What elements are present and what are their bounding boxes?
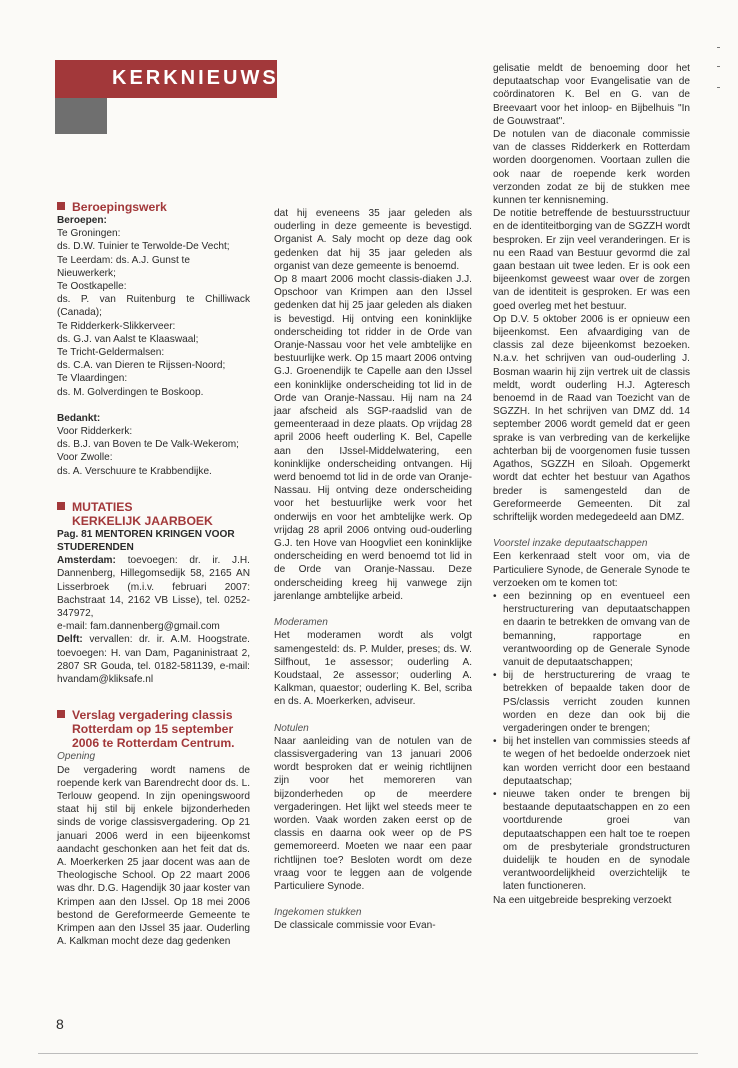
column-right — [493, 62, 690, 907]
beroepen-line: ds. D.W. Tuinier te Terwolde-De Vecht; — [57, 241, 230, 253]
square-bullet-icon — [57, 202, 65, 210]
beroepen-line: Te Groningen: — [57, 228, 121, 240]
mutaties-pag: Pag. 81 MENTOREN KRINGEN VOOR STUDERENDEN — [57, 528, 235, 554]
mutaties-email: e-mail: fam.dannenberg@gmail.com — [57, 621, 220, 633]
opening-label: Opening — [57, 751, 96, 763]
notulen-label: Notulen — [274, 722, 309, 734]
paragraph: Op 8 maart 2006 mocht classis-diaken J.J. Opschoor van Krimpen aan den IJssel gedenken dat hij 25 jaar geleden als diaken is bevestigd. Hij ontving een koninklijke onderscheiding tot ridder in de Orde van Oranje-Nassau voor het vele ambtelijke en bestuurlijke werk. Op 15 maart 2006 ontving G.J. Groenendijk te Capelle aan den IJssel een koninklijke onderscheiding tot lid in de Orde van Oranje-Nassau. Hij nam na 24 jaar afscheid als SGP-raadslid van de gemeenteraad in deze plaats. Op vrijdag 28 april 2006 heeft ouderling K. Bel, Capelle aan den IJssel-Middelwatering, een koninklijke onderscheiding ontvangen. Hij werd benoemd tot lid in de orde van Oranje-Nassau. Hij ontving deze onderscheiding voor het bestuurlijke werk voor het onderwijs en voor het ambtelijke werk. Op vrijdag 28 april 2006 ontving oud-ouderling G.J. ten Hove van Hoogvliet een koninklijke onderscheiding en werd benoemd tot lid in de Orde van Oranje-Nassau. Deze onderscheiding kreeg hij vanwege zijn jarenlange ambtelijke arbeid. — [274, 274, 472, 602]
banner-grey-block — [55, 98, 107, 134]
column-middle — [274, 207, 472, 933]
bedankt-line: ds. B.J. van Boven te De Valk-Wekerom; — [57, 439, 239, 451]
beroepen-line: ds. G.J. van Aalst te Klaaswaal; — [57, 333, 199, 345]
ingekomen-label: Ingekomen stukken — [274, 907, 362, 919]
mutaties-delft — [57, 633, 250, 686]
ingekomen-text: De classicale commissie voor Evan- — [274, 920, 436, 932]
margin-mark — [717, 66, 720, 67]
opening-text: De vergadering wordt namens de roepende kerk van Barendrecht door ds. L. Terlouw geopend. In zijn openingswoord staat hij stil bij enkele bijzonderheden sinds de vorige classisvergadering. Op 21 januari 2006 werd in een bijeenkomst aandacht geschonken aan het feit dat ds. A. Moerkerken 25 jaar docent was aan de Theologische School. Op 22 maart 2006 was dhr. D.G. Hagendijk 30 jaar koster van Krimpen aan den IJssel. Op 18 mei 2006 bestond de Gereformeerde Gemeente te Krimpen aan den IJssel 35 jaar. Ouderling A. Kalkman mocht deze dag gedenken — [57, 764, 250, 948]
beroepen-line: Te Oostkapelle: — [57, 281, 127, 293]
beroepen-line: Te Leerdam: ds. A.J. Gunst te Nieuwerkerk; — [57, 254, 190, 279]
closing-text: Na een uitgebreide bespreking verzoekt — [493, 894, 672, 906]
banner-title: KERKNIEUWS — [112, 67, 279, 89]
beroepen-label: Beroepen: — [57, 215, 107, 226]
mutaties-title-line2: KERKELIJK JAARBOEK — [72, 513, 213, 528]
amsterdam-text: toevoegen: dr. ir. J.H. Dannenberg, Hillegomsedijk 58, 2165 AN Lisserbroek (m.i.v. februari 2007: Bachstraat 14, 2162 VB Lisse), tel. 0252-347972, — [57, 555, 250, 620]
paragraph: gelisatie meldt de benoeming door het deputaatschap voor Evangelisatie van de coördinatoren K. Bel en G. van de Breevaart voor het inloop- en Bijbelhuis "In de Gouwstraat". — [493, 63, 690, 127]
moderamen-text: Het moderamen wordt als volgt samengesteld: ds. P. Mulder, preses; ds. W. Silfhout, 1e assessor; ouderling A. Koudstaal, 2e assessor; ouderling A. Kalkman, quaestor; ouderling K. Bel, scriba en ds. A. Moerkerken, adviseur. — [274, 630, 472, 708]
bedankt-line: Voor Ridderkerk: — [57, 426, 133, 438]
beroepen-line: Te Ridderkerk-Slikkerveer: — [57, 320, 176, 332]
paragraph: Op D.V. 5 oktober 2006 is er opnieuw een bijeenkomst. Een afvaardiging van de classis zal deze bijeenkomst bezoeken. N.a.v. het schrijven van oud-ouderling J. Bosman waarin hij zijn vertrek uit de classis meldt, wordt ouderling H.J. Agteresch benoemd in de Raad van Toezicht van de SGZZH. In het schrijven van DMZ dd. 14 september 2006 wordt gemeld dat er geen sprake is van verbreding van de kerkelijke achterban bij de voorgenomen fusie tussen Agathos, SGZZH en Siloah. Opgemerkt wordt dat echter het bestuur van Agathos breder is samengesteld dan de Gereformeerde Gemeenten. Dit zal schriftelijk worden medegedeeld aan DMZ. — [493, 313, 690, 523]
page-bottom-edge — [38, 1053, 698, 1054]
bedankt-line: ds. A. Verschuure te Krabbendijke. — [57, 465, 212, 477]
margin-mark — [717, 47, 720, 48]
beroepen-line: ds. P. van Ruitenburg te Chilliwack (Canada); — [57, 294, 250, 319]
square-bullet-icon — [57, 710, 65, 718]
list-item: • nieuwe taken onder te brengen bij bestaande deputaatschappen en zo een voortdurende groei van deputaatschappen een halt toe te roepen om de presbyteriale grondstructuren duidelijk te houden en de synodale verantwoordelijkheid overzichtelijk te laten functioneren. — [493, 788, 690, 894]
beroepen-line: ds. M. Golverdingen te Boskoop. — [57, 386, 204, 398]
section-title-verslag — [57, 708, 250, 750]
paragraph: dat hij eveneens 35 jaar geleden als ouderling in deze gemeente is bevestigd. Organist A. Saly mocht op deze dag ook gedenken dat hij 35 jaar geleden als organist van deze gemeente is benoemd. — [274, 208, 472, 272]
page-number: 8 — [56, 1016, 64, 1032]
mutaties-title-line1: MUTATIES — [72, 499, 133, 514]
amsterdam-label: Amsterdam: — [57, 555, 116, 567]
notulen-text: Naar aanleiding van de notulen van de classisvergadering van 13 januari 2006 wordt besproken dat er weinig richtlijnen zijn voor het memoreren van bijzonderheden op de meerdere vergaderingen. Het lijkt wel steeds meer te worden. Vaak worden zaken eerst op de classis en daarna ook weer op de PS gememoreerd. Moeten we naar een paar richtlijnen toe? Besloten wordt om deze vraag voor te leggen aan de volgende Particuliere Synode. — [274, 735, 472, 892]
column-left — [57, 200, 250, 948]
moderamen-label: Moderamen — [274, 617, 328, 629]
list-item: • bij de herstructurering de vraag te betrekken of bepaalde taken door de PS/classis verricht zouden kunnen worden en deze dan ook bij die vergaderingen onder te brengen; — [493, 669, 690, 735]
beroepen-line: Te Vlaardingen: — [57, 373, 128, 385]
section-title-beroepingswerk — [57, 200, 250, 214]
square-bullet-icon — [57, 502, 65, 510]
beroepen-line: Te Tricht-Geldermalsen: — [57, 347, 165, 359]
voorstel-label: Voorstel inzake deputaatschappen — [493, 538, 648, 550]
paragraph: De notitie betreffende de bestuursstructuur en de identiteitborging van de SGZZH wordt besproken. Er zijn veel veranderingen. Er is nu een Raad van Bestuur gevormd die zal gaan bestaan uit twee leden. Er is ook een bijeenkomst geweest waar over de zorgen van de identiteit is gesproken. Er was een goed overleg met het bestuur. — [493, 208, 690, 312]
beroepen-line: ds. C.A. van Dieren te Rijssen-Noord; — [57, 360, 226, 372]
list-item: • bij het instellen van commissies steeds af te wegen of het bedoelde onderzoek niet kan worden verricht door een bestaand deputaatschap; — [493, 735, 690, 788]
paragraph: De notulen van de diaconale commissie van de classes Ridderkerk en Rotterdam worden doorgenomen. Voortaan zullen die ook naar de roepende kerk worden verzonden zodat ze bij de stukken mee kunnen ter kennisneming. — [493, 129, 690, 207]
delft-text: vervallen: dr. ir. A.M. Hoogstrate. toevoegen: H. van Dam, Paganinistraat 2, 2807 SR Gouda, tel. 0182-581139, e-mail: hvandam@kliksafe.nl — [57, 634, 250, 686]
beroepingswerk-title-text: Beroepingswerk — [72, 200, 167, 214]
voorstel-intro: Een kerkenraad stelt voor om, via de Particuliere Synode, de Generale Synode te verzoeken om te komen tot: — [493, 551, 690, 589]
delft-label: Delft: — [57, 634, 83, 646]
margin-mark — [717, 87, 720, 88]
bedankt-line: Voor Zwolle: — [57, 452, 113, 464]
verslag-title-text: Verslag vergadering classis Rotterdam op 15 september 2006 te Rotterdam Centrum. — [72, 708, 235, 751]
mutaties-amsterdam — [57, 554, 250, 620]
section-title-mutaties — [57, 500, 250, 528]
list-item: • een bezinning op en eventueel een herstructurering van deputaatschappen en daarin te betrekken de omvang van de bemanning, rapportage en verantwoording op de Generale Synode vanuit de deputaatschappen; — [493, 590, 690, 669]
bedankt-label: Bedankt: — [57, 412, 101, 424]
